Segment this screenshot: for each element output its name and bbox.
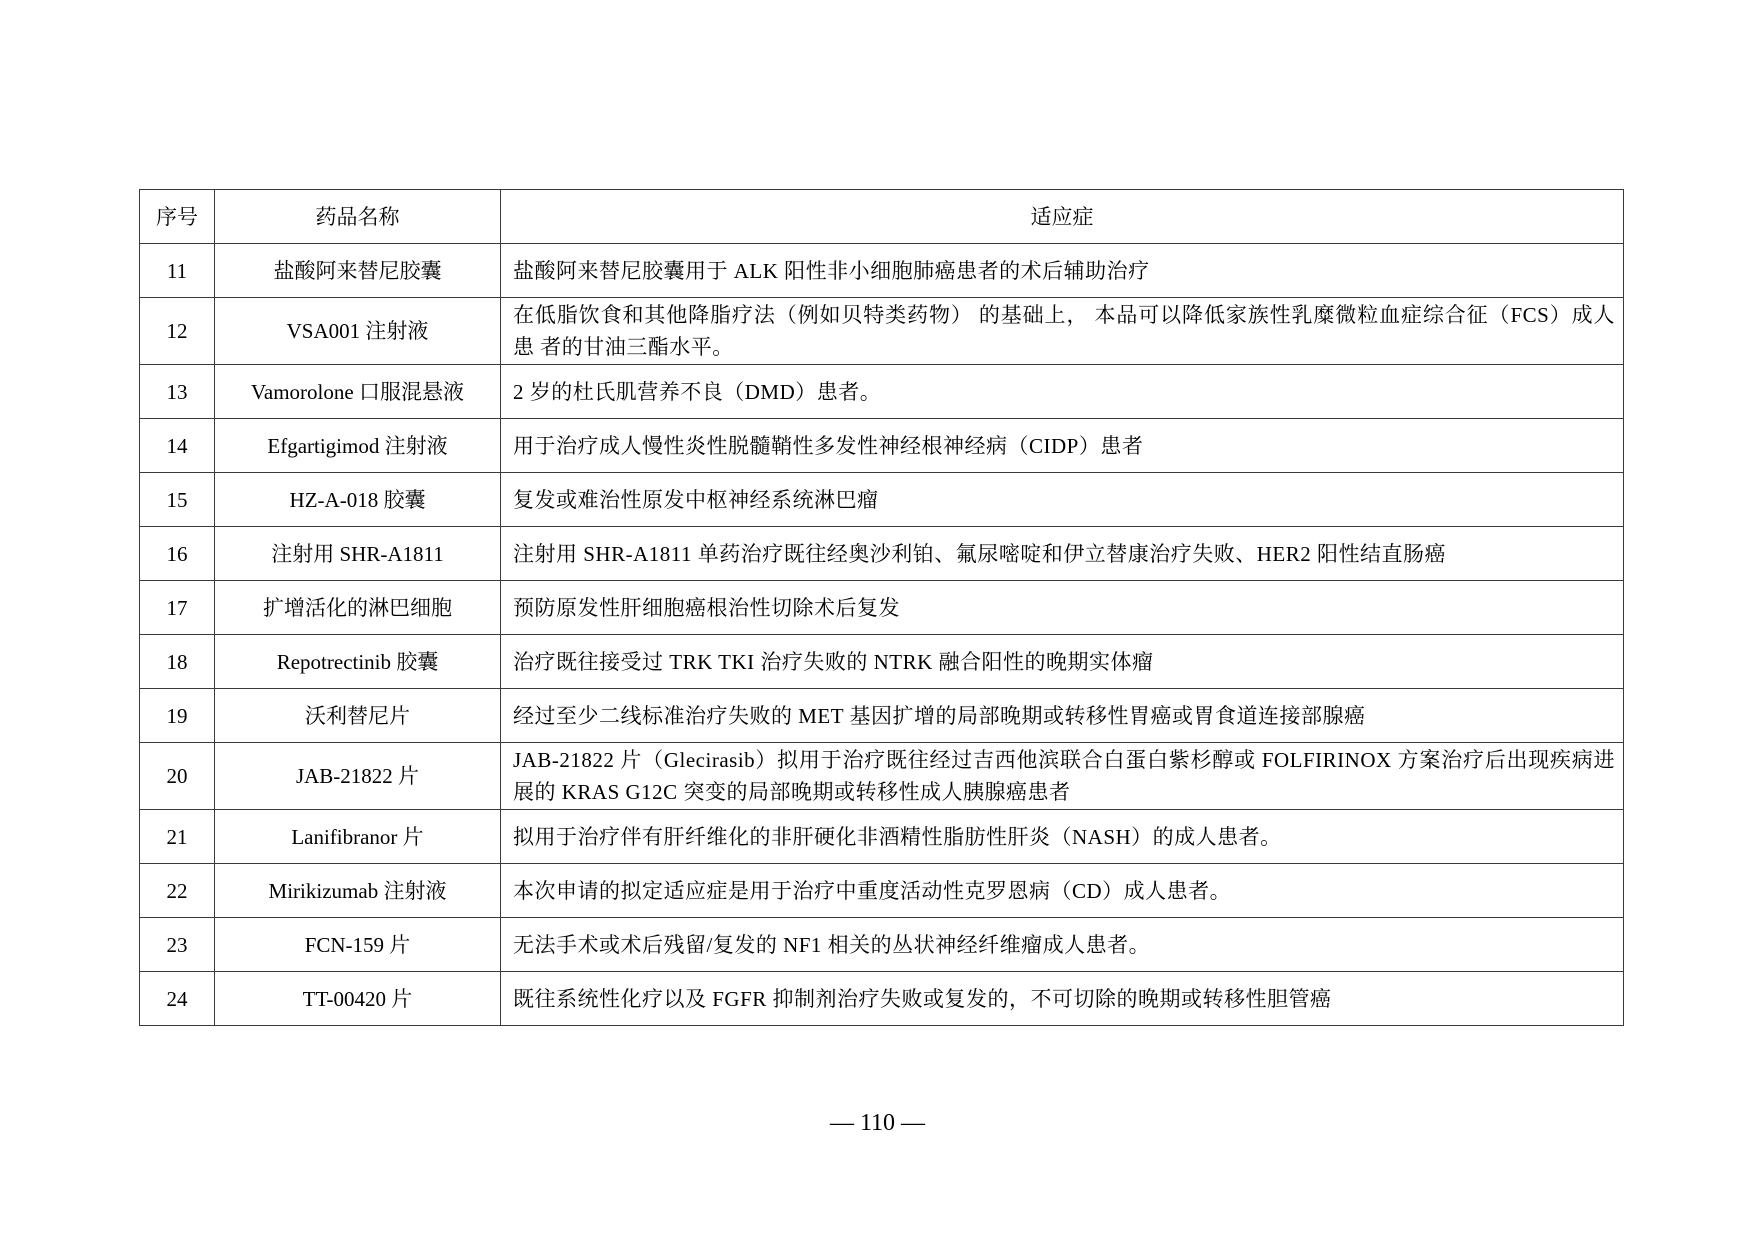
indication: 本次申请的拟定适应症是用于治疗中重度活动性克罗恩病（CD）成人患者。 — [501, 864, 1624, 918]
table-row — [140, 635, 1624, 689]
table-row — [140, 473, 1624, 527]
row-number: 17 — [140, 581, 215, 635]
drug-name: 注射用 SHR-A1811 — [215, 527, 501, 581]
table-row — [140, 689, 1624, 743]
row-number: 15 — [140, 473, 215, 527]
table-row — [140, 298, 1624, 365]
drug-name: 扩增活化的淋巴细胞 — [215, 581, 501, 635]
indication: 既往系统性化疗以及 FGFR 抑制剂治疗失败或复发的，不可切除的晚期或转移性胆管癌 — [501, 972, 1624, 1026]
drug-name: Repotrectinib 胶囊 — [215, 635, 501, 689]
indication: 预防原发性肝细胞癌根治性切除术后复发 — [501, 581, 1624, 635]
drug-name: Lanifibranor 片 — [215, 810, 501, 864]
drug-name: TT-00420 片 — [215, 972, 501, 1026]
drug-name: Mirikizumab 注射液 — [215, 864, 501, 918]
table-row — [140, 581, 1624, 635]
indication: 盐酸阿来替尼胶囊用于 ALK 阳性非小细胞肺癌患者的术后辅助治疗 — [501, 244, 1624, 298]
drug-name: HZ-A-018 胶囊 — [215, 473, 501, 527]
drug-name: JAB-21822 片 — [215, 743, 501, 810]
indication: 注射用 SHR-A1811 单药治疗既往经奥沙利铂、氟尿嘧啶和伊立替康治疗失败、HER2 阳性结直肠癌 — [501, 527, 1624, 581]
row-number: 19 — [140, 689, 215, 743]
drug-name: 盐酸阿来替尼胶囊 — [215, 244, 501, 298]
indication: 复发或难治性原发中枢神经系统淋巴瘤 — [501, 473, 1624, 527]
row-number: 21 — [140, 810, 215, 864]
indication: 2 岁的杜氏肌营养不良（DMD）患者。 — [501, 365, 1624, 419]
drug-name: VSA001 注射液 — [215, 298, 501, 365]
row-number: 13 — [140, 365, 215, 419]
drug-indication-table — [139, 189, 1624, 1026]
table-row — [140, 419, 1624, 473]
row-number: 11 — [140, 244, 215, 298]
drug-name: 沃利替尼片 — [215, 689, 501, 743]
row-number: 16 — [140, 527, 215, 581]
table-row — [140, 918, 1624, 972]
table-row — [140, 743, 1624, 810]
table-row — [140, 365, 1624, 419]
table-row — [140, 972, 1624, 1026]
header-indication: 适应症 — [501, 190, 1624, 244]
indication: 拟用于治疗伴有肝纤维化的非肝硬化非酒精性脂肪性肝炎（NASH）的成人患者。 — [501, 810, 1624, 864]
table-row — [140, 527, 1624, 581]
drug-name: FCN-159 片 — [215, 918, 501, 972]
drug-name: Efgartigimod 注射液 — [215, 419, 501, 473]
row-number: 24 — [140, 972, 215, 1026]
header-number: 序号 — [140, 190, 215, 244]
table-row — [140, 244, 1624, 298]
page-number: — 110 — — [829, 1110, 926, 1136]
table-row — [140, 810, 1624, 864]
indication: 经过至少二线标准治疗失败的 MET 基因扩增的局部晚期或转移性胃癌或胃食道连接部腺癌 — [501, 689, 1624, 743]
indication: 在低脂饮食和其他降脂疗法（例如贝特类药物） 的基础上， 本品可以降低家族性乳糜微粒血症综合征（FCS）成人患 者的甘油三酯水平。 — [501, 298, 1624, 365]
row-number: 23 — [140, 918, 215, 972]
indication: JAB-21822 片（Glecirasib）拟用于治疗既往经过吉西他滨联合白蛋白紫杉醇或 FOLFIRINOX 方案治疗后出现疾病进展的 KRAS G12C 突变的局部晚期或转移性成人胰腺癌患者 — [501, 743, 1624, 810]
indication: 无法手术或术后残留/复发的 NF1 相关的丛状神经纤维瘤成人患者。 — [501, 918, 1624, 972]
row-number: 12 — [140, 298, 215, 365]
table-header-row — [140, 190, 1624, 244]
row-number: 20 — [140, 743, 215, 810]
row-number: 18 — [140, 635, 215, 689]
header-drug-name: 药品名称 — [215, 190, 501, 244]
row-number: 14 — [140, 419, 215, 473]
indication: 用于治疗成人慢性炎性脱髓鞘性多发性神经根神经病（CIDP）患者 — [501, 419, 1624, 473]
table-row — [140, 864, 1624, 918]
drug-name: Vamorolone 口服混悬液 — [215, 365, 501, 419]
indication: 治疗既往接受过 TRK TKI 治疗失败的 NTRK 融合阳性的晚期实体瘤 — [501, 635, 1624, 689]
row-number: 22 — [140, 864, 215, 918]
